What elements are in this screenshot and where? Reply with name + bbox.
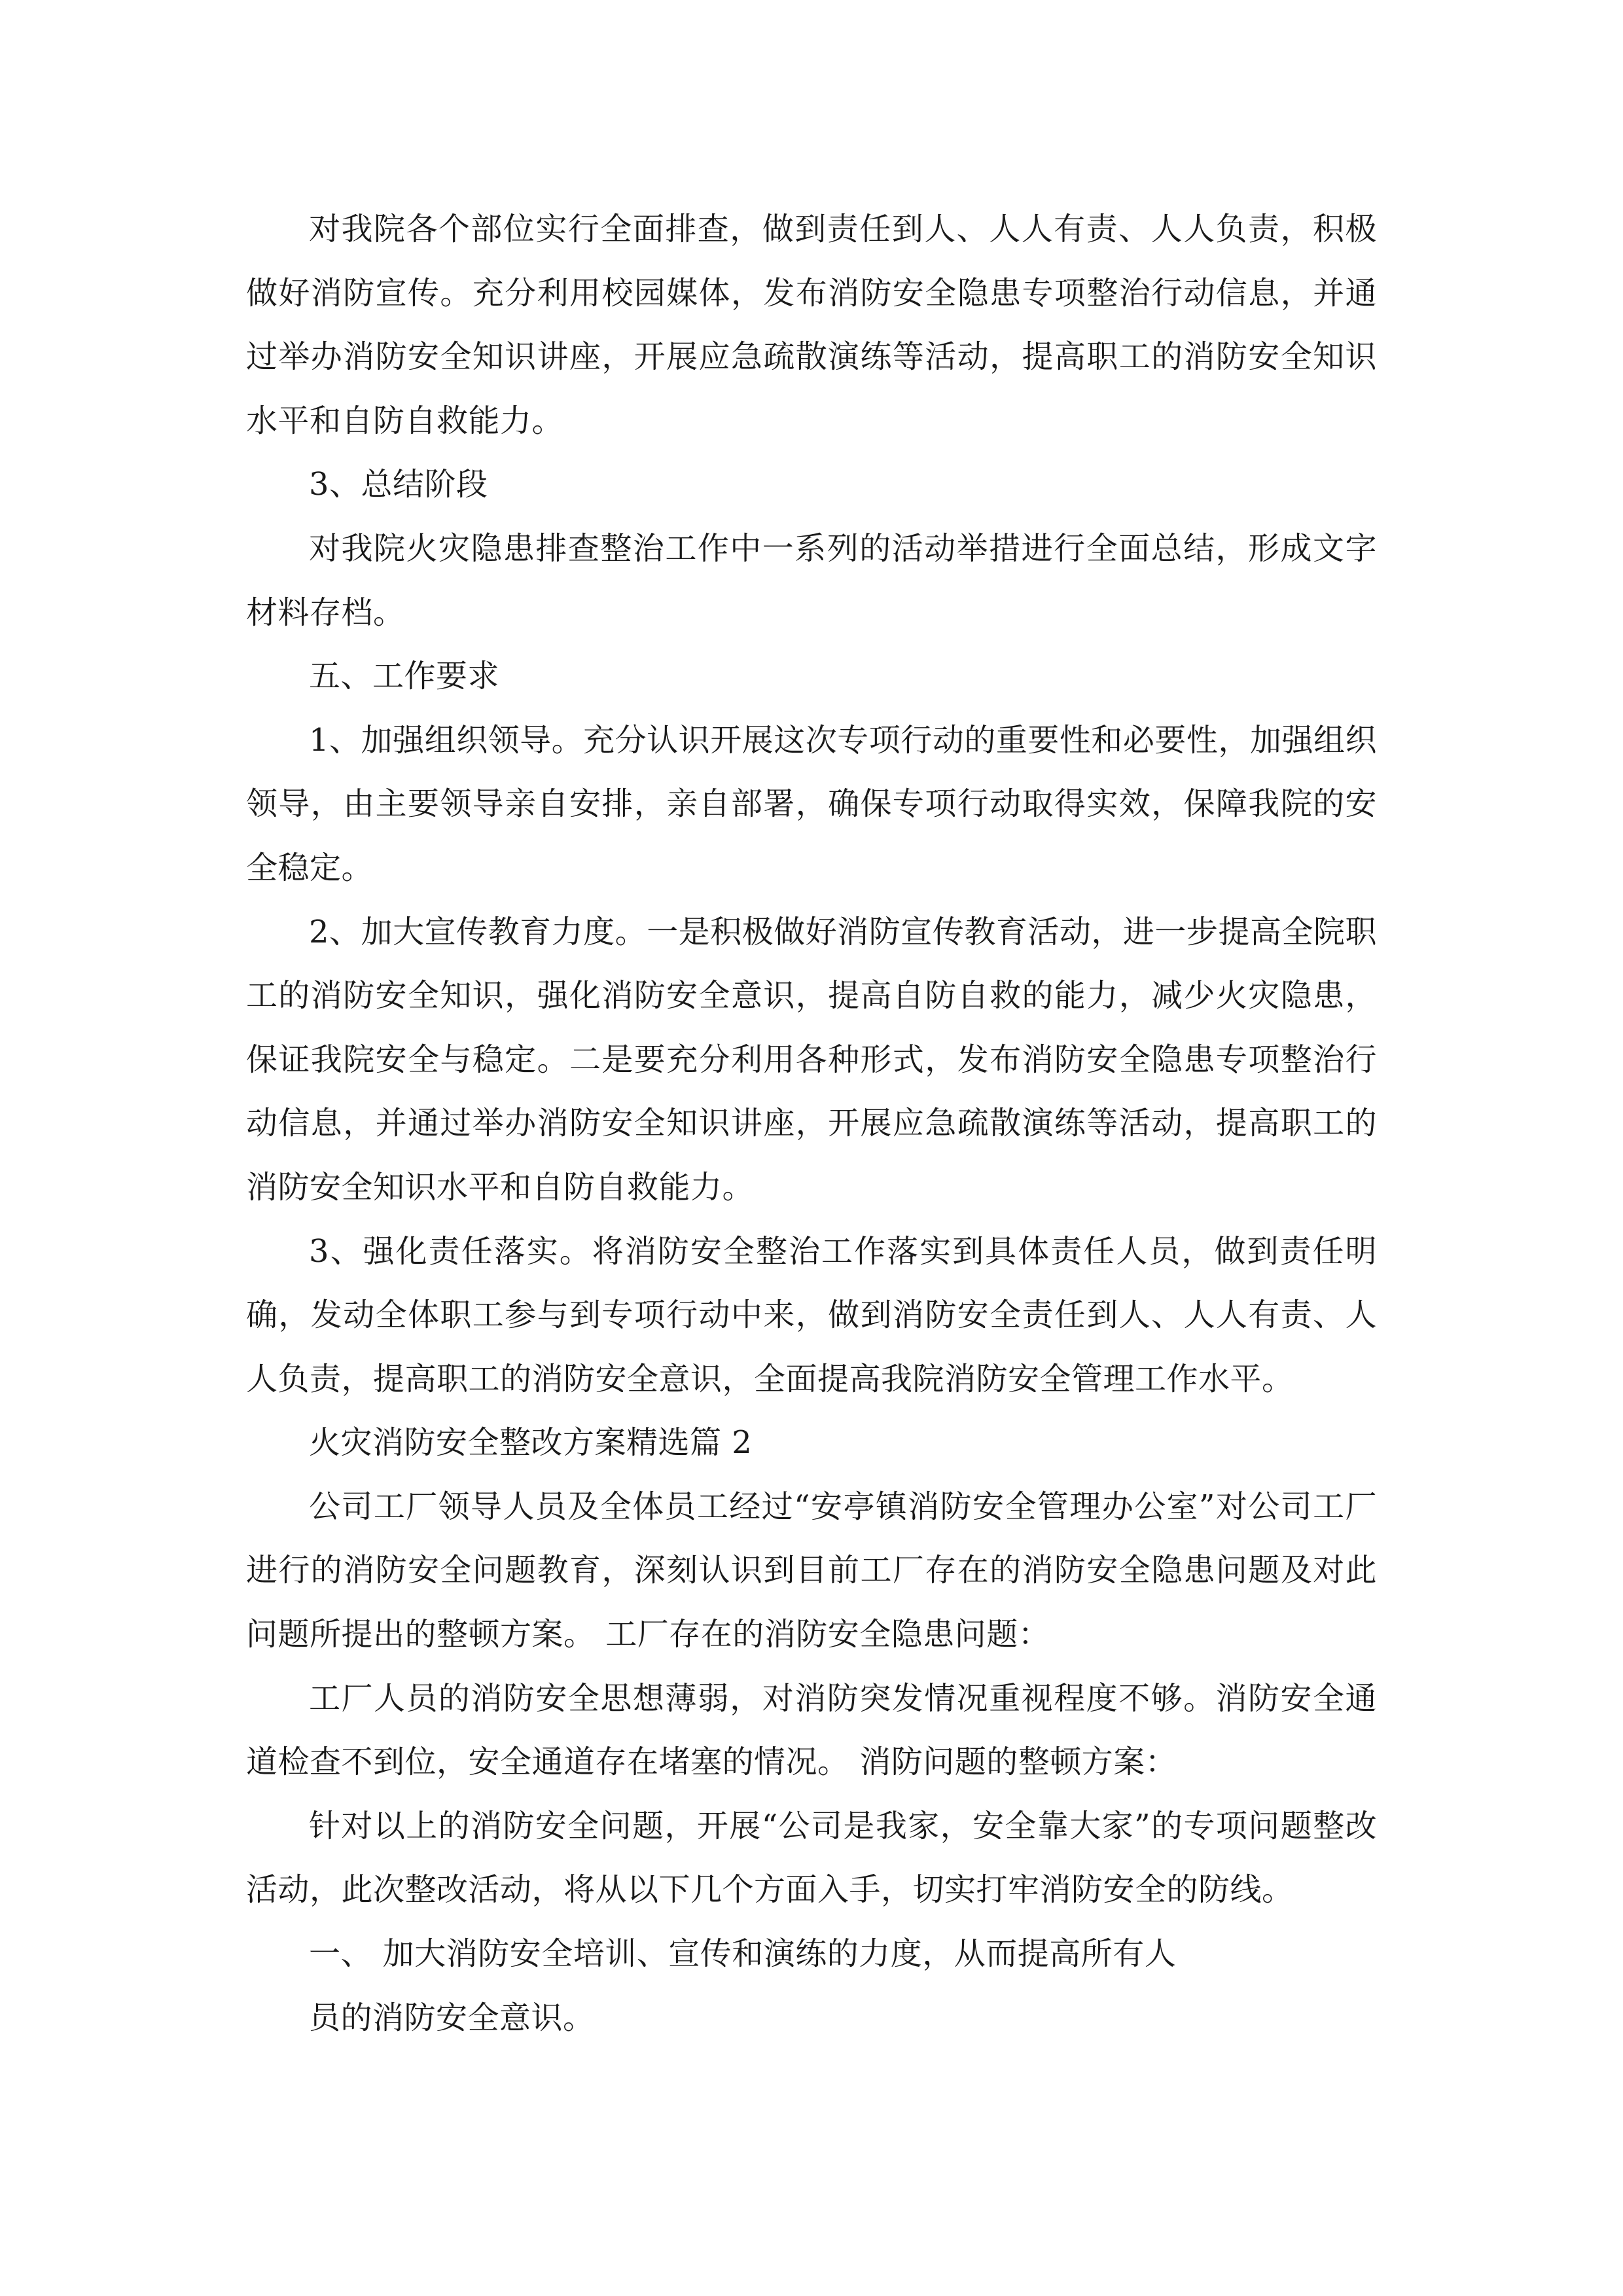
heading-item-one-continued: 员的消防安全意识。 — [309, 1999, 595, 2036]
heading-item-one: 一、 加大消防安全培训、宣传和演练的力度，从而提高所有人 — [309, 1935, 1177, 1973]
paragraph-requirement-2: 2、加大宣传教育力度。一是积极做好消防宣传教育活动，进一步提高全院职工的消防安全知识，强化消防安全意识，提高自防自救的能力，减少火灾隐患，保证我院安全与稳定。二是要充分利用各种形式，发布消防安全隐患专项整治行动信息，并通过举办消防安全知识讲座，开展应急疏散演练等活动，提高职工的消防安全知识水平和自防自救能力。 — [246, 913, 1377, 1206]
paragraph-factory-issues: 工厂人员的消防安全思想薄弱，对消防突发情况重视程度不够。消防安全通道检查不到位，安全通道存在堵塞的情况。 消防问题的整顿方案： — [246, 1679, 1377, 1781]
section-title-article-2: 火灾消防安全整改方案精选篇 2 — [309, 1424, 753, 1462]
heading-summary-stage: 3、总结阶段 — [309, 466, 488, 503]
paragraph-requirement-1: 1、加强组织领导。充分认识开展这次专项行动的重要性和必要性，加强组织领导，由主要领导亲自安排，亲自部署，确保专项行动取得实效，保障我院的安全稳定。 — [246, 721, 1377, 886]
paragraph-inspection: 对我院各个部位实行全面排查，做到责任到人、人人有责、人人负责，积极做好消防宣传。充分利用校园媒体，发布消防安全隐患专项整治行动信息，并通过举办消防安全知识讲座，开展应急疏散演练等活动，提高职工的消防安全知识水平和自防自救能力。 — [246, 211, 1377, 439]
paragraph-summary: 对我院火灾隐患排查整治工作中一系列的活动举措进行全面总结，形成文字材料存档。 — [246, 529, 1377, 631]
document-body — [246, 198, 1377, 2050]
paragraph-rectification-plan: 针对以上的消防安全问题，开展“公司是我家，安全靠大家”的专项问题整改活动，此次整改活动，将从以下几个方面入手，切实打牢消防安全的防线。 — [246, 1807, 1377, 1909]
paragraph-requirement-3: 3、强化责任落实。将消防安全整治工作落实到具体责任人员，做到责任明确，发动全体职工参与到专项行动中来，做到消防安全责任到人、人人有责、人人负责，提高职工的消防安全意识，全面提高我院消防安全管理工作水平。 — [246, 1232, 1377, 1397]
paragraph-company-intro: 公司工厂领导人员及全体员工经过“安亭镇消防安全管理办公室”对公司工厂进行的消防安全问题教育，深刻认识到目前工厂存在的消防安全隐患问题及对此问题所提出的整顿方案。 工厂存在的消防安全隐患问题： — [246, 1488, 1377, 1653]
heading-work-requirements: 五、工作要求 — [309, 658, 500, 695]
